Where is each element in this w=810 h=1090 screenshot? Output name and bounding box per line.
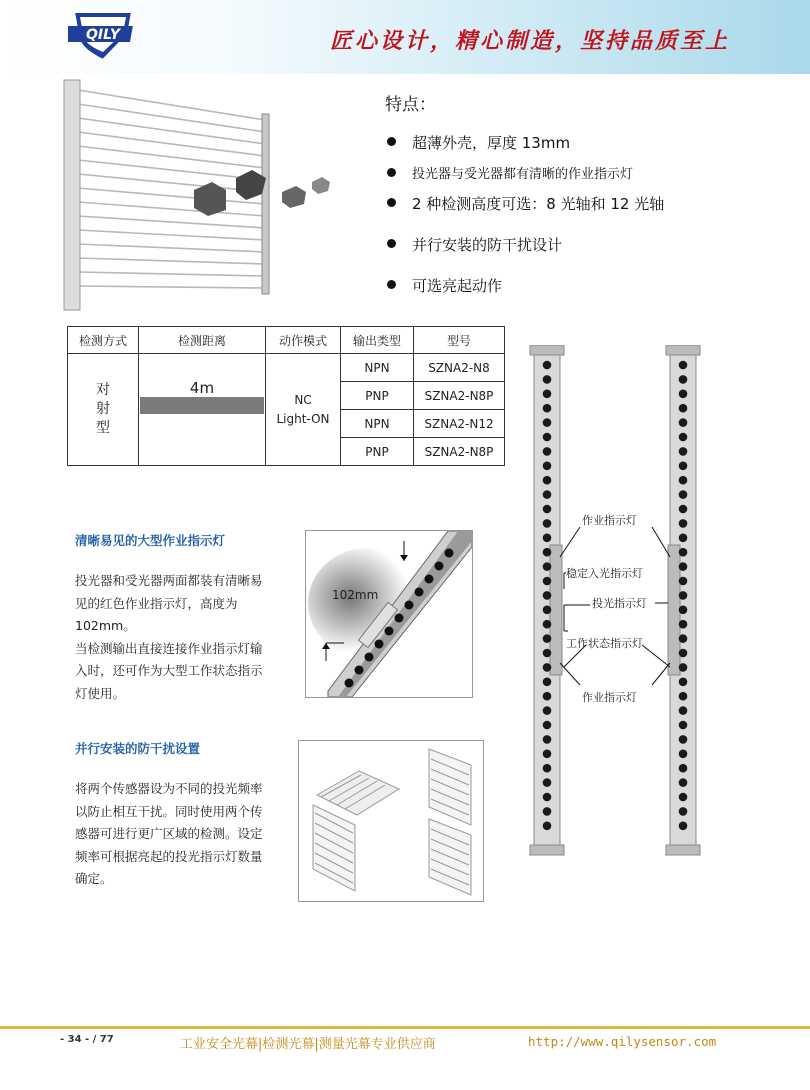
lens-dot	[679, 750, 688, 759]
bullet-icon	[387, 168, 396, 177]
footer-url[interactable]: http://www.qilysensor.com	[528, 1034, 717, 1049]
lens-dot	[679, 534, 688, 543]
dimension-label: 102mm	[332, 588, 379, 602]
lens-dot	[543, 807, 552, 816]
lens-dot	[679, 634, 688, 643]
lens-dot	[679, 490, 688, 499]
lens-dot	[679, 447, 688, 456]
emitter-receiver-diagram	[520, 345, 720, 865]
diagram-label-emit: 投光指示灯	[592, 597, 647, 610]
features-title: 特点：	[385, 95, 436, 115]
lens-dot	[679, 793, 688, 802]
diagram-label-work-bottom: 作业指示灯	[582, 691, 637, 704]
lens-dot	[543, 418, 552, 427]
lens-dot	[543, 822, 552, 831]
lens-dot	[679, 476, 688, 485]
mode-cell: NC Light-ON	[266, 354, 341, 466]
lens-dot	[543, 735, 552, 744]
distance-cell	[139, 354, 266, 466]
lens-dot	[543, 764, 552, 773]
lens-dot	[679, 764, 688, 773]
bullet-icon	[387, 137, 396, 146]
lens-dot	[679, 692, 688, 701]
lens-dot	[679, 620, 688, 629]
bullet-icon	[387, 239, 396, 248]
indicator-section-body: 投光器和受光器两面都装有清晰易见的红色作业指示灯，高度为 102mm。 当检测输出直接连接作业指示灯输入时，还可作为大型工作状态指示灯使用。	[75, 573, 263, 701]
lens-dot	[543, 591, 552, 600]
output-type: NPN	[341, 410, 414, 438]
diagram-label-work-top: 作业指示灯	[582, 514, 637, 527]
lens-dot	[679, 807, 688, 816]
output-type: PNP	[341, 438, 414, 466]
lens-dot	[679, 663, 688, 672]
lens-dot	[679, 361, 688, 370]
lens-dot	[679, 735, 688, 744]
lens-dot	[543, 447, 552, 456]
model-number: SZNA2-N8	[414, 354, 505, 382]
lens-dot	[543, 606, 552, 615]
detection-method-cell: 对 射 型	[68, 354, 139, 466]
lens-dot	[543, 433, 552, 442]
slogan: 匠心设计，精心制造，坚持品质至上	[330, 28, 731, 54]
lens-dot	[679, 721, 688, 730]
company-logo	[68, 8, 138, 60]
feature-item: 可选亮起动作	[387, 275, 502, 296]
output-type: PNP	[341, 382, 414, 410]
page-number: - 34 - / 77	[60, 1034, 114, 1045]
lens-dot	[679, 404, 688, 413]
lens-dot	[679, 375, 688, 384]
lens-dot	[543, 519, 552, 528]
lens-dot	[543, 361, 552, 370]
table-header: 检测方式	[68, 327, 139, 354]
lens-dot	[543, 534, 552, 543]
lens-dot	[679, 822, 688, 831]
table-header: 检测距离	[139, 327, 266, 354]
lens-dot	[679, 577, 688, 586]
lens-dot	[543, 476, 552, 485]
lens-dot	[679, 505, 688, 514]
diagram-label-status: 工作状态指示灯	[566, 637, 643, 650]
diagram-label-stable: 稳定入光指示灯	[566, 567, 643, 580]
lens-dot	[543, 375, 552, 384]
lens-dot	[543, 678, 552, 687]
interference-section-body: 将两个传感器设为不同的投光频率以防止相互干扰。同时使用两个传感器可进行更广区域的检测。设定频率可根据亮起的投光指示灯数量确定。	[75, 781, 263, 886]
feature-item: 2 种检测高度可选：8 光轴和 12 光轴	[387, 193, 664, 214]
light-curtain-illustration	[60, 78, 360, 318]
lens-dot	[543, 750, 552, 759]
lens-dot	[543, 404, 552, 413]
feature-item: 并行安装的防干扰设计	[387, 234, 562, 255]
indicator-section-title: 清晰易见的大型作业指示灯	[75, 533, 226, 548]
parallel-install-photo	[298, 740, 484, 902]
distance-bar	[140, 397, 264, 414]
lens-dot	[679, 548, 688, 557]
lens-dot	[543, 778, 552, 787]
footer-text: 工业安全光幕|检测光幕|测量光幕专业供应商	[180, 1037, 436, 1052]
lens-dot	[543, 562, 552, 571]
lens-dot	[543, 620, 552, 629]
logo-text: QILY	[86, 27, 120, 43]
table-header: 型号	[414, 327, 505, 354]
lens-dot	[543, 663, 552, 672]
model-number: SZNA2-N8P	[414, 382, 505, 410]
bullet-icon	[387, 198, 396, 207]
lens-dot	[679, 562, 688, 571]
lens-dot	[543, 721, 552, 730]
lens-dot	[679, 649, 688, 658]
lens-dot	[543, 548, 552, 557]
lens-dot	[679, 462, 688, 471]
lens-dot	[543, 793, 552, 802]
table-header: 输出类型	[341, 327, 414, 354]
lens-dot	[679, 678, 688, 687]
lens-dot	[543, 390, 552, 399]
model-number: SZNA2-N8P	[414, 438, 505, 466]
lens-dot	[679, 778, 688, 787]
feature-item: 超薄外壳，厚度 13mm	[387, 132, 570, 153]
lens-dot	[543, 692, 552, 701]
lens-dot	[543, 706, 552, 715]
lens-dot	[543, 649, 552, 658]
model-number: SZNA2-N12	[414, 410, 505, 438]
lens-dot	[679, 706, 688, 715]
feature-item: 投光器与受光器都有清晰的作业指示灯	[387, 163, 633, 182]
table-header: 动作模式	[266, 327, 341, 354]
lens-dot	[543, 462, 552, 471]
lens-dot	[679, 418, 688, 427]
lens-dot	[679, 519, 688, 528]
lens-dot	[543, 505, 552, 514]
lens-dot	[543, 634, 552, 643]
indicator-photo	[305, 530, 473, 698]
lens-dot	[679, 390, 688, 399]
distance-value: 4m	[189, 379, 215, 397]
output-type: NPN	[341, 354, 414, 382]
lens-dot	[543, 490, 552, 499]
lens-dot	[679, 591, 688, 600]
bullet-icon	[387, 280, 396, 289]
lens-dot	[543, 577, 552, 586]
lens-dot	[679, 433, 688, 442]
lens-dot	[679, 606, 688, 615]
interference-section-title: 并行安装的防干扰设置	[75, 741, 201, 756]
footer-divider	[0, 1026, 810, 1029]
spec-table	[67, 326, 505, 466]
